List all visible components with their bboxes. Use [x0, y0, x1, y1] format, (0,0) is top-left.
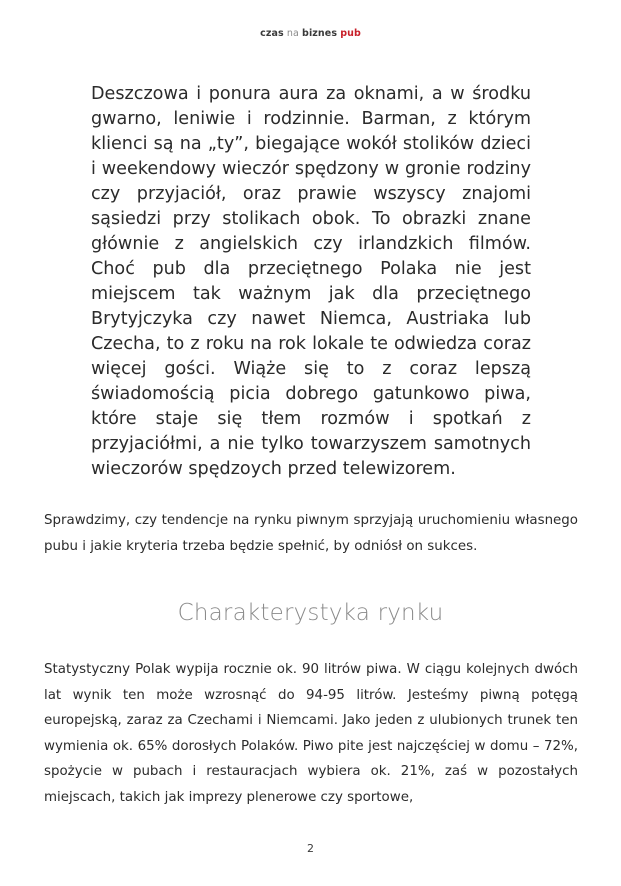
section-heading: Charakterystyka rynku: [177, 600, 444, 626]
page-number: 2: [307, 842, 314, 855]
header-word-pub: pub: [340, 28, 361, 39]
header-word-na: na: [286, 28, 299, 39]
body-paragraph-2: Statystyczny Polak wypija rocznie ok. 90 litrów piwa. W ciągu kolejnych dwóch lat wynik ten może wzrosnąć do 94-95 litrów. Jesteśmy piwną potęgą europejską, zaraz za Czechami i Niemcami. Jako jeden z ulubionych trunek ten wymienia ok. 65% dorosłych Polaków. Piwo pite jest najczęściej w domu – 72%, spożycie w pubach i restauracjach wybiera ok. 21%, zaś w pozostałych miejscach, takich jak imprezy plenerowe czy sportowe,: [44, 662, 578, 805]
header-word-czas: czas: [260, 28, 284, 39]
body-paragraph-1: Sprawdzimy, czy tendencje na rynku piwnym sprzyjają uruchomieniu własnego pubu i jakie kryteria trzeba będzie spełnić, by odniósł on sukces.: [44, 513, 578, 554]
intro-quote: Deszczowa i ponura aura za oknami, a w środku gwarno, leniwie i rodzinnie. Barman, z którym klienci są na „ty”, biegające wokół stolików dzieci i weekendowy wieczór spędzony w gronie rodziny czy przyjaciół, oraz prawie wszyscy znajomi sąsiedzi przy stolikach obok. To obrazki znane głównie z angielskich czy irlandzkich filmów. Choć pub dla przeciętnego Polaka nie jest miejscem tak ważnym jak dla przeciętnego Brytyjczyka czy nawet Niemca, Austriaka lub Czecha, to z roku na rok lokale te odwiedza coraz więcej gości. Wiąże się to z coraz lepszą świadomością picia dobrego gatunkowo piwa, które staje się tłem rozmów i spotkań z przyjaciółmi, a nie tylko towarzyszem samotnych wieczorów spędzoych przed telewizorem.: [91, 84, 531, 479]
running-header: [0, 28, 621, 39]
header-word-biznes: biznes: [302, 28, 338, 39]
